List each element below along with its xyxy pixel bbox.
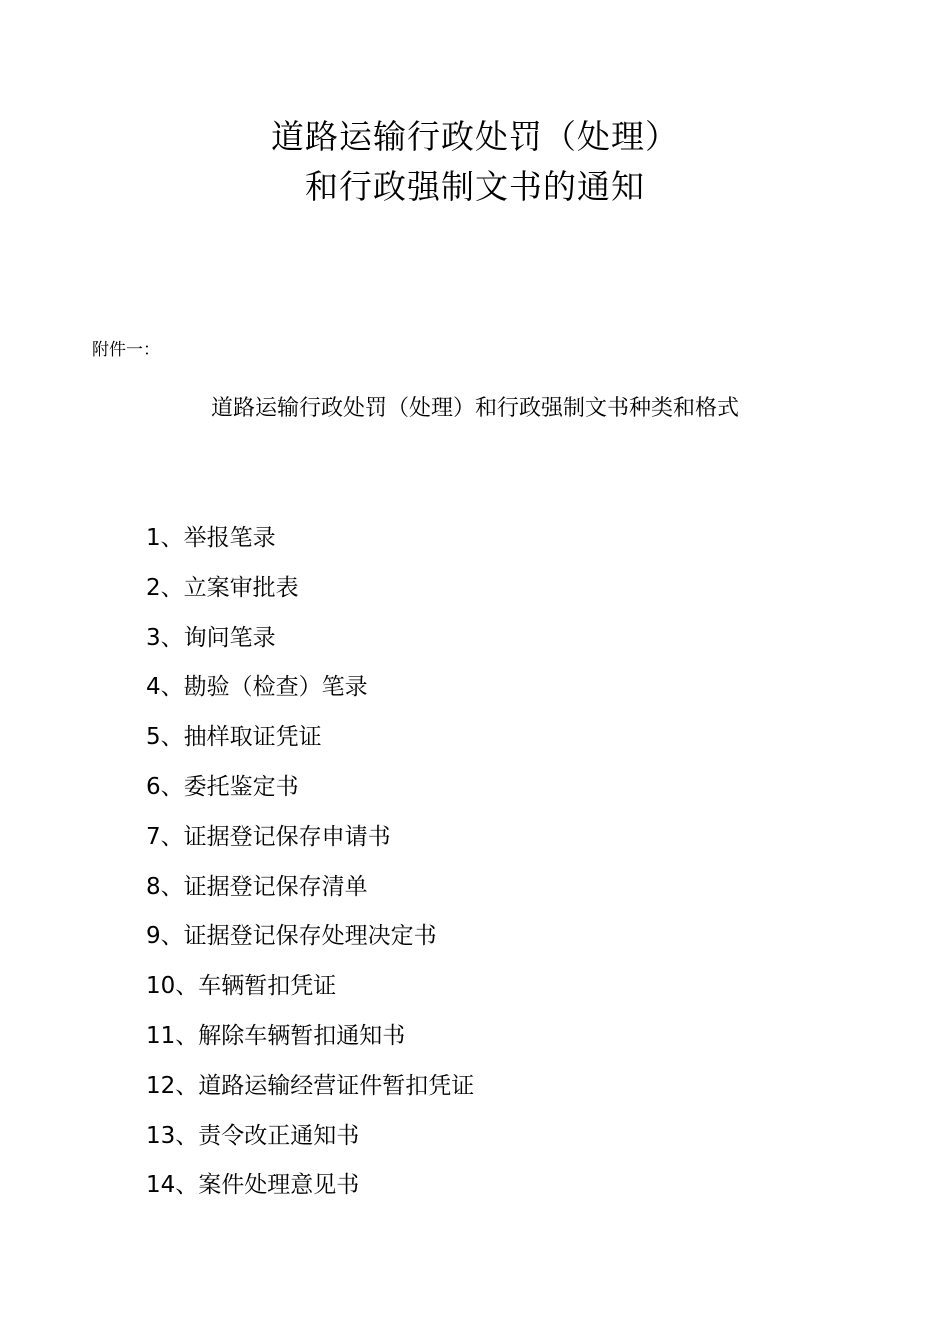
list-item: 12、道路运输经营证件暂扣凭证 (146, 1072, 475, 1099)
list-item: 3、询问笔录 (146, 624, 276, 651)
list-item: 8、证据登记保存清单 (146, 873, 368, 900)
document-title-line-1: 道路运输行政处罚（处理） (271, 117, 679, 156)
list-item: 2、立案审批表 (146, 574, 299, 601)
attachment-label: 附件一： (92, 340, 160, 360)
document-subtitle: 道路运输行政处罚（处理）和行政强制文书种类和格式 (210, 396, 739, 421)
list-item: 6、委托鉴定书 (146, 773, 299, 800)
document-title-line-2: 和行政强制文书的通知 (305, 167, 645, 206)
list-item: 14、案件处理意见书 (146, 1172, 360, 1199)
list-item: 4、勘验（检查）笔录 (146, 674, 368, 701)
list-item: 13、责令改正通知书 (146, 1122, 360, 1149)
list-item: 5、抽样取证凭证 (146, 724, 322, 751)
list-item: 7、证据登记保存申请书 (146, 823, 391, 850)
list-item: 11、解除车辆暂扣通知书 (146, 1022, 406, 1049)
list-item: 1、举报笔录 (146, 525, 276, 551)
document-type-list (146, 522, 474, 1219)
list-item: 9、证据登记保存处理决定书 (146, 923, 437, 950)
list-item: 10、车辆暂扣凭证 (146, 973, 337, 1000)
